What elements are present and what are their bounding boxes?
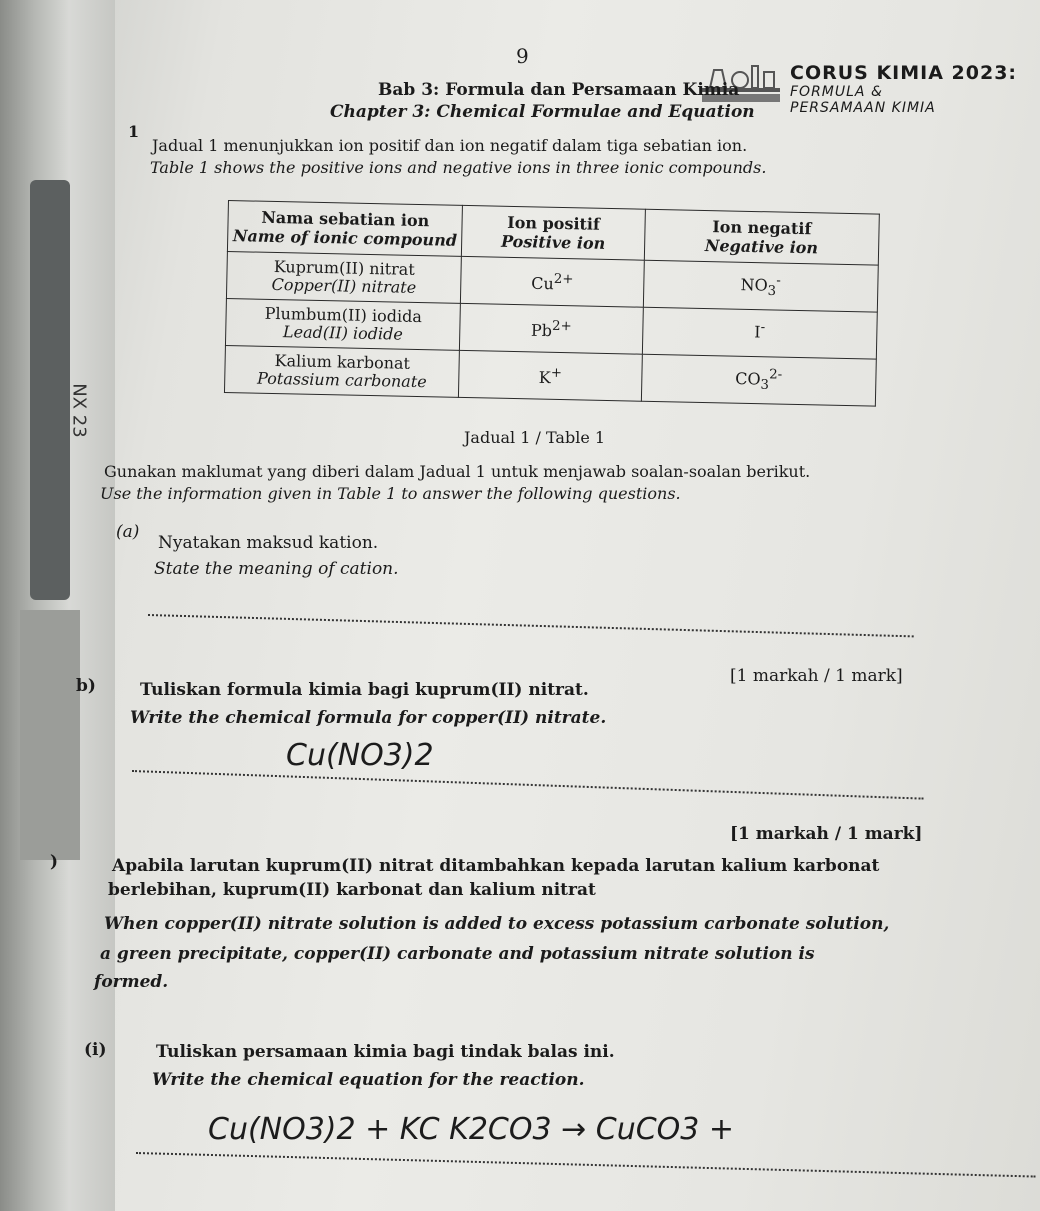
positive-ion-cell: $Pb^{2+}$ xyxy=(460,303,643,354)
compound-cell: Kuprum(II) nitrat Copper(II) nitrate xyxy=(226,251,461,303)
intro-en: Table 1 shows the positive ions and negative ions in three ionic compounds. xyxy=(150,158,767,177)
part-c-i-handwritten-answer: Cu(NO3)2 + KC K2CO3 → CuCO3 + xyxy=(208,1112,735,1147)
brand-subtitle-2: PERSAMAAN KIMIA xyxy=(790,100,936,116)
compound-cell: Kalium karbonat Potassium carbonate xyxy=(224,345,459,397)
part-c-text-en-1: When copper(II) nitrate solution is added to excess potassium carbonate solution, xyxy=(104,914,890,934)
brand-title: CORUS KIMIA 2023: xyxy=(790,62,1018,84)
brand-subtitle-1: FORMULA & xyxy=(790,84,883,100)
part-b-handwritten-answer: Cu(NO3)2 xyxy=(286,738,434,773)
part-c-i-question-en: Write the chemical equation for the reaction. xyxy=(152,1070,585,1090)
positive-ion-cell: $Cu^{2+}$ xyxy=(461,256,644,307)
header-compound: Nama sebatian ion Name of ionic compound xyxy=(227,201,462,257)
pen-grip xyxy=(30,180,70,600)
part-a-mark: [1 markah / 1 mark] xyxy=(730,666,903,686)
chapter-title-ms: Bab 3: Formula dan Persamaan Kimia xyxy=(378,80,740,100)
part-b-question-en: Write the chemical formula for copper(II) nitrate. xyxy=(130,708,607,728)
page-number: 9 xyxy=(516,44,529,68)
part-a-answer-line[interactable] xyxy=(148,614,914,637)
part-c-label: ) xyxy=(50,852,59,872)
pen-body xyxy=(20,610,80,860)
part-c-i-answer-line[interactable] xyxy=(136,1152,1036,1178)
header-positive-ion: Ion positif Positive ion xyxy=(462,205,645,260)
part-c-i-question-ms: Tuliskan persamaan kimia bagi tindak balas ini. xyxy=(156,1042,615,1062)
negative-ion-cell: $CO_3^{2-}$ xyxy=(641,354,876,406)
instruction-ms: Gunakan maklumat yang diberi dalam Jadual 1 untuk menjawab soalan-soalan berikut. xyxy=(104,462,811,481)
question-number: 1 xyxy=(128,122,140,141)
compound-cell: Plumbum(II) iodida Lead(II) iodide xyxy=(225,298,460,350)
table-caption: Jadual 1 / Table 1 xyxy=(464,428,606,447)
negative-ion-cell: I- xyxy=(642,307,877,359)
part-b-answer-line[interactable] xyxy=(132,770,924,800)
chapter-title-en: Chapter 3: Chemical Formulae and Equation xyxy=(330,102,755,122)
part-b-question-ms: Tuliskan formula kimia bagi kuprum(II) nitrat. xyxy=(140,680,589,700)
pen-label: NX 23 xyxy=(68,383,90,438)
intro-ms: Jadual 1 menunjukkan ion positif dan ion negatif dalam tiga sebatian ion. xyxy=(152,136,748,155)
positive-ion-cell: K+ xyxy=(459,350,642,401)
ions-table xyxy=(224,200,880,407)
part-b-label: b) xyxy=(76,676,96,696)
negative-ion-cell: $NO_3^-$ xyxy=(643,260,878,312)
part-c-text-en-2: a green precipitate, copper(II) carbonate and potassium nitrate solution is xyxy=(100,944,815,964)
part-c-text-ms-1: Apabila larutan kuprum(II) nitrat ditambahkan kepada larutan kalium karbonat xyxy=(112,856,880,876)
part-a-label: (a) xyxy=(116,522,140,542)
part-c-i-label: (i) xyxy=(84,1040,107,1060)
part-b-mark: [1 markah / 1 mark] xyxy=(730,824,923,844)
part-a-question-ms: Nyatakan maksud kation. xyxy=(158,533,379,553)
part-c-text-ms-2: berlebihan, kuprum(II) karbonat dan kalium nitrat xyxy=(108,880,596,900)
part-c-text-en-3: formed. xyxy=(94,972,169,992)
header-negative-ion: Ion negatif Negative ion xyxy=(644,209,879,265)
instruction-en: Use the information given in Table 1 to answer the following questions. xyxy=(100,484,681,503)
part-a-question-en: State the meaning of cation. xyxy=(154,559,399,579)
